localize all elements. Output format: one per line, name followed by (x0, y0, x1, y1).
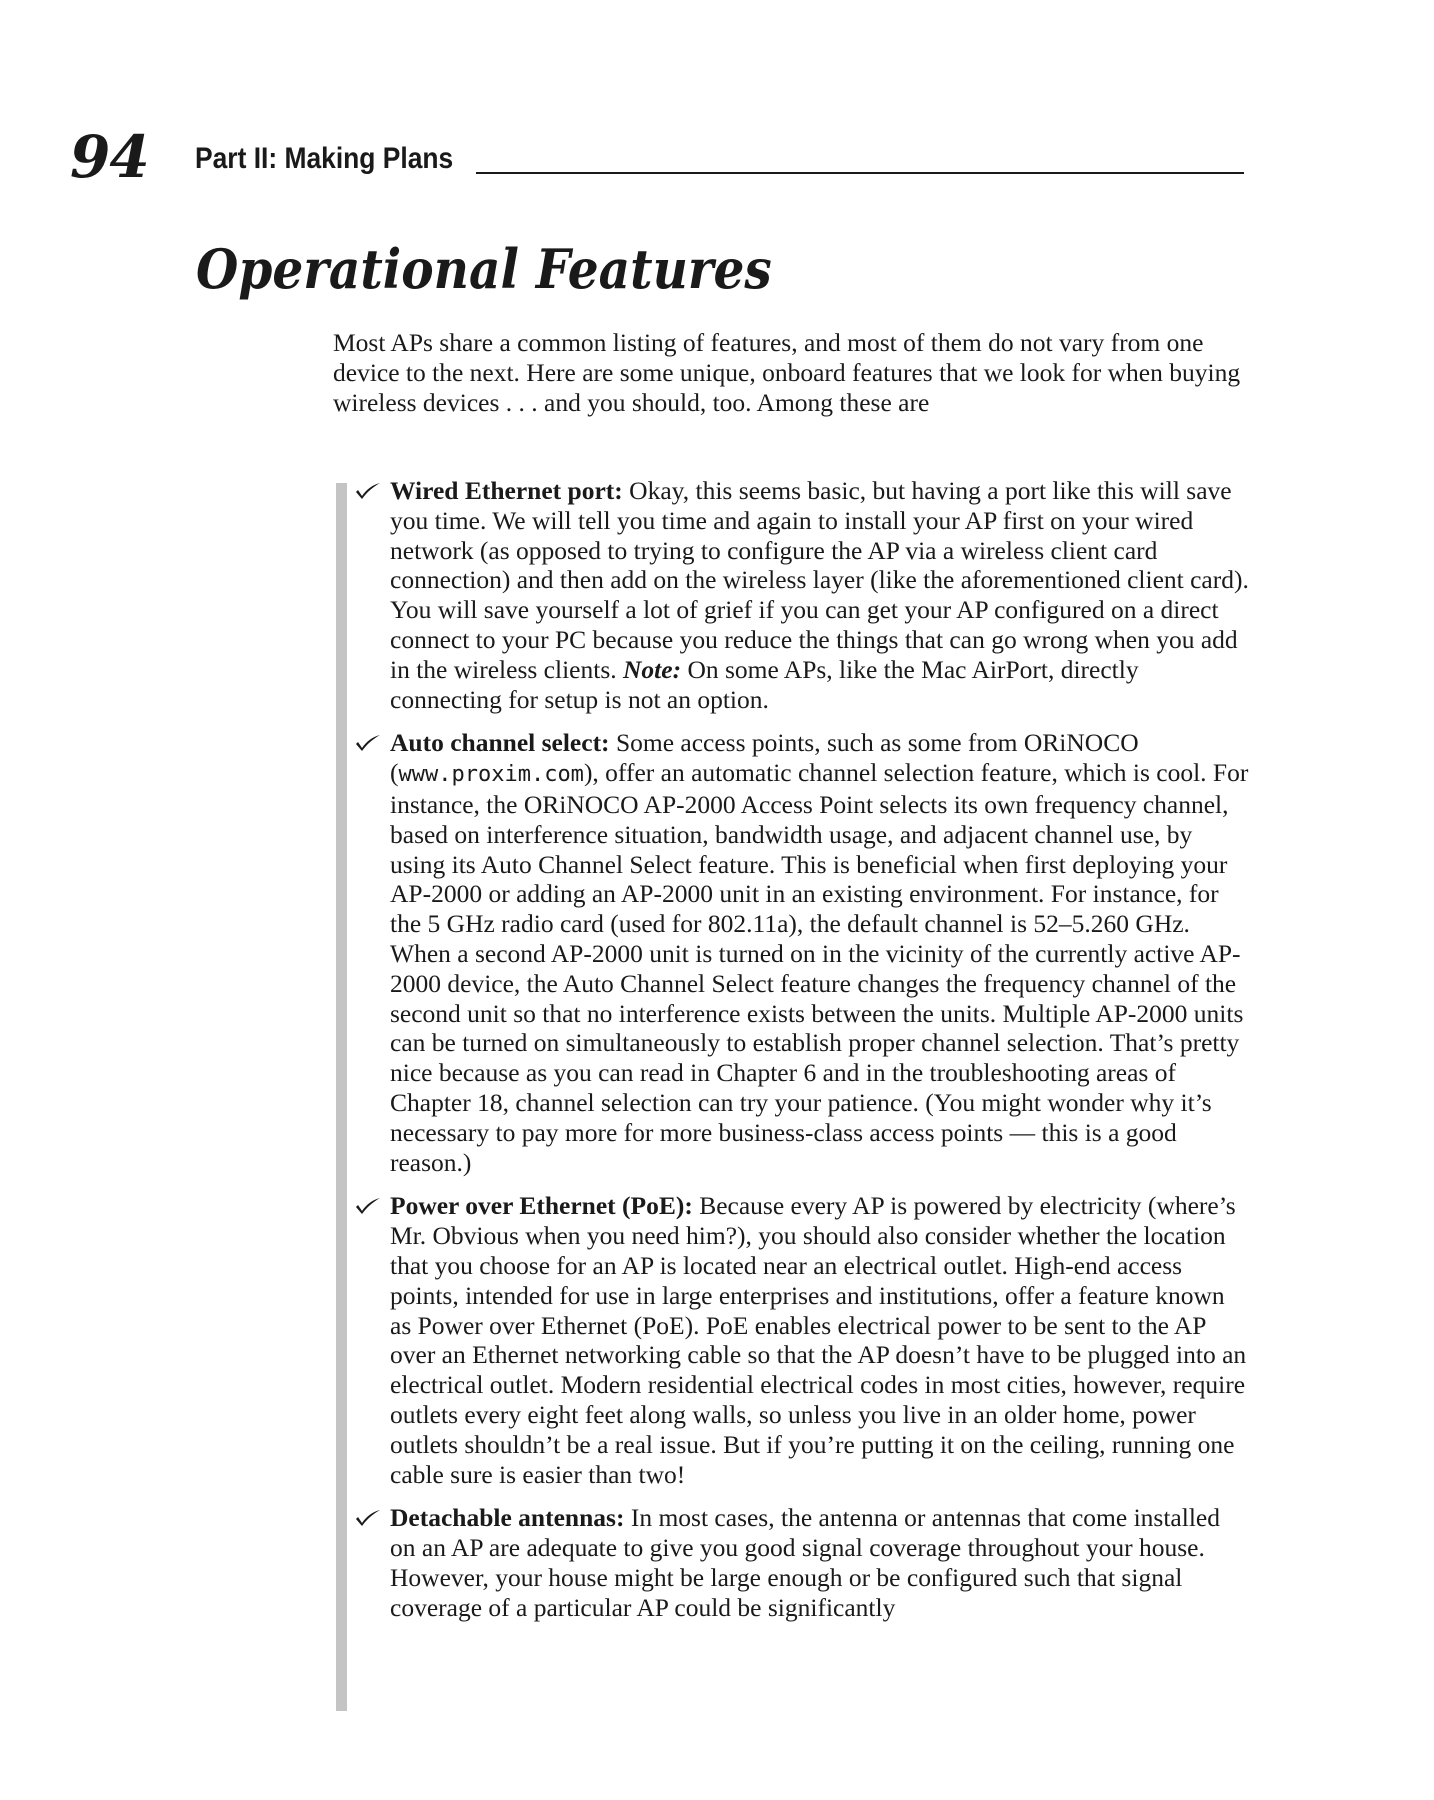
list-item (355, 1191, 1250, 1489)
url-link[interactable]: www.proxim.com (398, 762, 584, 788)
bullet-text: On some APs, like the Mac AirPort, directly connecting for setup is not an option. (390, 654, 1139, 714)
bullet-title: Detachable antennas: (390, 1503, 625, 1533)
bullet-title: Wired Ethernet port: (390, 476, 623, 505)
check-mark-icon (355, 482, 381, 500)
feature-list (355, 476, 1250, 1636)
bullet-text: Some access points, such as some from ORiNOCO ( (390, 728, 1139, 788)
margin-bar (336, 483, 347, 1711)
bullet-text: Because every AP is powered by electricity (where’s Mr. Obvious when you need him?), you should also consider whether the location that you choose for an AP is located near an electrical outlet. High-end access points, intended for use in large enterprises and institutions, offer a feature known as Power over Ethernet (PoE). PoE enables electrical power to be sent to the AP over an Ethernet networking cable so that the AP doesn’t have to be plugged into an electrical outlet. Modern residential electrical codes in most cities, however, require outlets every eight feet along walls, so unless you live in an older home, power outlets shouldn’t be a real issue. But if you’re putting it on the ceiling, running one cable sure is easier than two! (390, 1191, 1247, 1489)
bullet-text: Okay, this seems basic, but having a port like this will save you time. We will tell you time and again to install your AP first on your wired network (as opposed to trying to configure the AP via a wireless client card connection) and then add on the wireless layer (like the aforementioned client card). You will save yourself a lot of grief if you can get your AP configured on a direct connect to your PC because you reduce the things that can go wrong when you add in the wireless clients. (390, 476, 1249, 684)
list-item (355, 728, 1250, 1177)
header-rule (476, 172, 1244, 174)
intro-paragraph: Most APs share a common listing of features, and most of them do not vary from one device to the next. Here are some unique, onboard features that we look for when buying wireless devices . . . and you should, too. Among these are (333, 328, 1241, 417)
section-title: Operational Features (196, 237, 772, 301)
check-mark-icon (355, 1197, 381, 1215)
list-item (355, 476, 1250, 714)
page-number: 94 (70, 123, 149, 191)
bullet-text: ), offer an automatic channel selection feature, which is cool. For instance, the ORiNOCO AP-2000 Access Point selects its own frequency channel, based on interference situation, bandwidth usage, and adjacent channel use, by using its Auto Channel Select feature. This is beneficial when first deploying your AP-2000 or adding an AP-2000 unit in an existing environment. For instance, for the 5 GHz radio card (used for 802.11a), the default channel is 52–5.260 GHz. When a second AP-2000 unit is turned on in the vicinity of the currently active AP-2000 device, the Auto Channel Select feature changes the frequency channel of the second unit so that no interference exists between the units. Multiple AP-2000 units can be turned on simultaneously to establish proper channel selection. That’s pretty nice because as you can read in Chapter 6 and in the troubleshooting areas of Chapter 18, channel selection can try your patience. (You might wonder why it’s necessary to pay more for more business-class access points — this is a good reason.) (390, 758, 1249, 1177)
bullet-title: Auto channel select: (390, 728, 610, 758)
check-mark-icon (355, 734, 381, 752)
running-head: Part II: Making Plans (195, 142, 454, 175)
check-mark-icon (355, 1509, 381, 1527)
bullet-title: Power over Ethernet (PoE): (390, 1191, 693, 1221)
note-label: Note: (623, 654, 682, 684)
bullet-text: In most cases, the antenna or antennas that come installed on an AP are adequate to give you good signal coverage throughout your house. However, your house might be large enough or be configured such that signal coverage of a particular AP could be significantly (390, 1503, 1220, 1622)
list-item (355, 1503, 1250, 1622)
